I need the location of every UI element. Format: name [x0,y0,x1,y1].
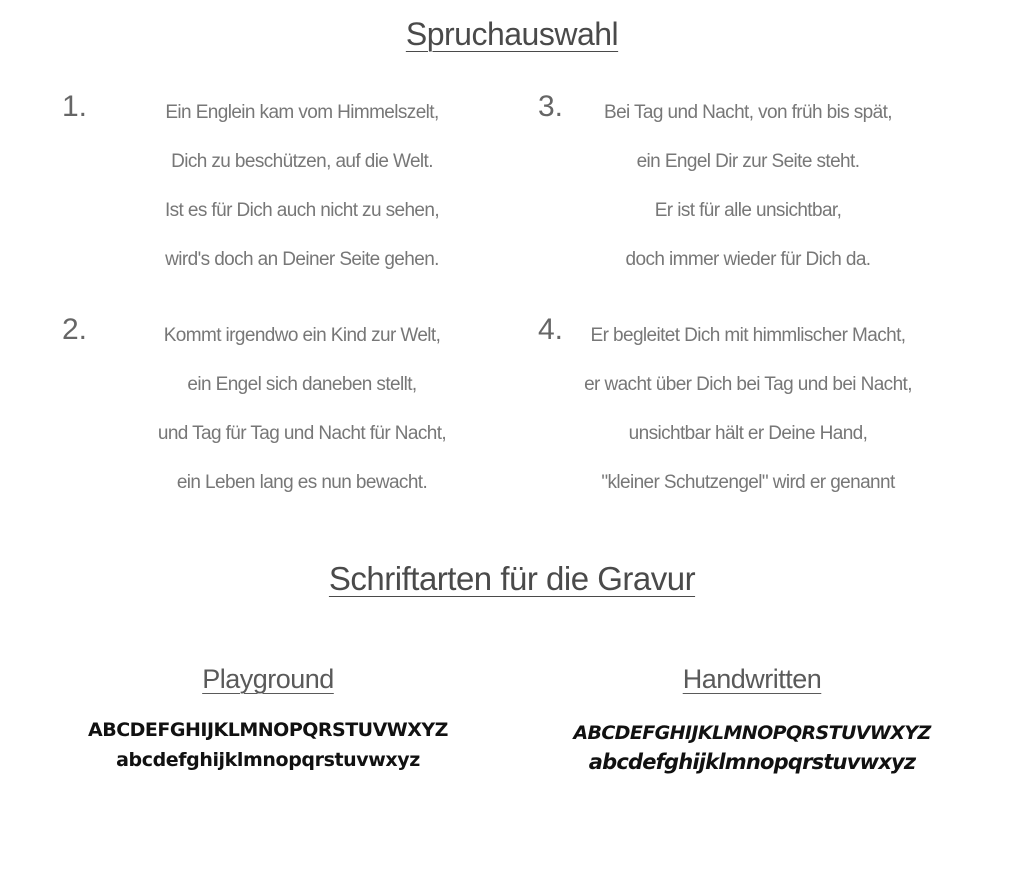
page-title [0,16,1024,53]
verse-line: Kommt irgendwo ein Kind zur Welt, [163,325,441,346]
verse-lines [538,88,958,284]
verse-line: er wacht über Dich bei Tag und bei Nacht, [584,374,912,395]
verse-line: Er ist für alle unsichtbar, [654,200,842,221]
font-sample-handwritten [522,664,982,774]
verse-line: "kleiner Schutzengel" wird er genannt [601,472,895,493]
verse-line: Ein Englein kam vom Himmelszelt, [165,102,439,123]
fonts-section-title [0,560,1024,598]
verse-line: Dich zu beschützen, auf die Welt. [171,151,433,172]
font-lowercase-sample: abcdefghijklmnopqrstuvwxyz [116,749,420,771]
fonts-section-title-text: Schriftarten für die Gravur [328,560,696,597]
font-sample-playground [38,664,498,771]
verse-line: unsichtbar hält er Deine Hand, [628,423,868,444]
verse-lines [92,311,512,507]
font-name-text: Playground [202,664,334,694]
verse-line: ein Leben lang es nun bewacht. [176,472,428,493]
font-name [522,664,982,695]
page-title-text: Spruchauswahl [405,16,619,52]
verse-line: Ist es für Dich auch nicht zu sehen, [164,200,440,221]
verse-number: 2. [62,313,88,346]
verse-line: wird's doch an Deiner Seite gehen. [165,249,439,270]
font-lowercase-sample: abcdefghijklmnopqrstuvwxyz [588,750,916,774]
verse-line: Bei Tag und Nacht, von früh bis spät, [604,102,892,123]
verse-line: ein Engel Dir zur Seite steht. [636,151,860,172]
verse-line: doch immer wieder für Dich da. [625,249,871,270]
verse-number: 3. [538,90,564,123]
verse-lines [92,88,512,284]
verse-line: und Tag für Tag und Nacht für Nacht, [157,423,447,444]
verse-line: Er begleitet Dich mit himmlischer Macht, [590,325,906,346]
verse-number: 4. [538,313,564,346]
font-name-text: Handwritten [682,664,822,694]
font-name [38,664,498,695]
verse-line: ein Engel sich daneben stellt, [187,374,417,395]
font-uppercase-sample: ABCDEFGHIJKLMNOPQRSTUVWXYZ [573,722,931,744]
font-uppercase-sample: ABCDEFGHIJKLMNOPQRSTUVWXYZ [88,719,448,741]
verse-number: 1. [62,90,88,123]
verse-lines [538,311,958,507]
